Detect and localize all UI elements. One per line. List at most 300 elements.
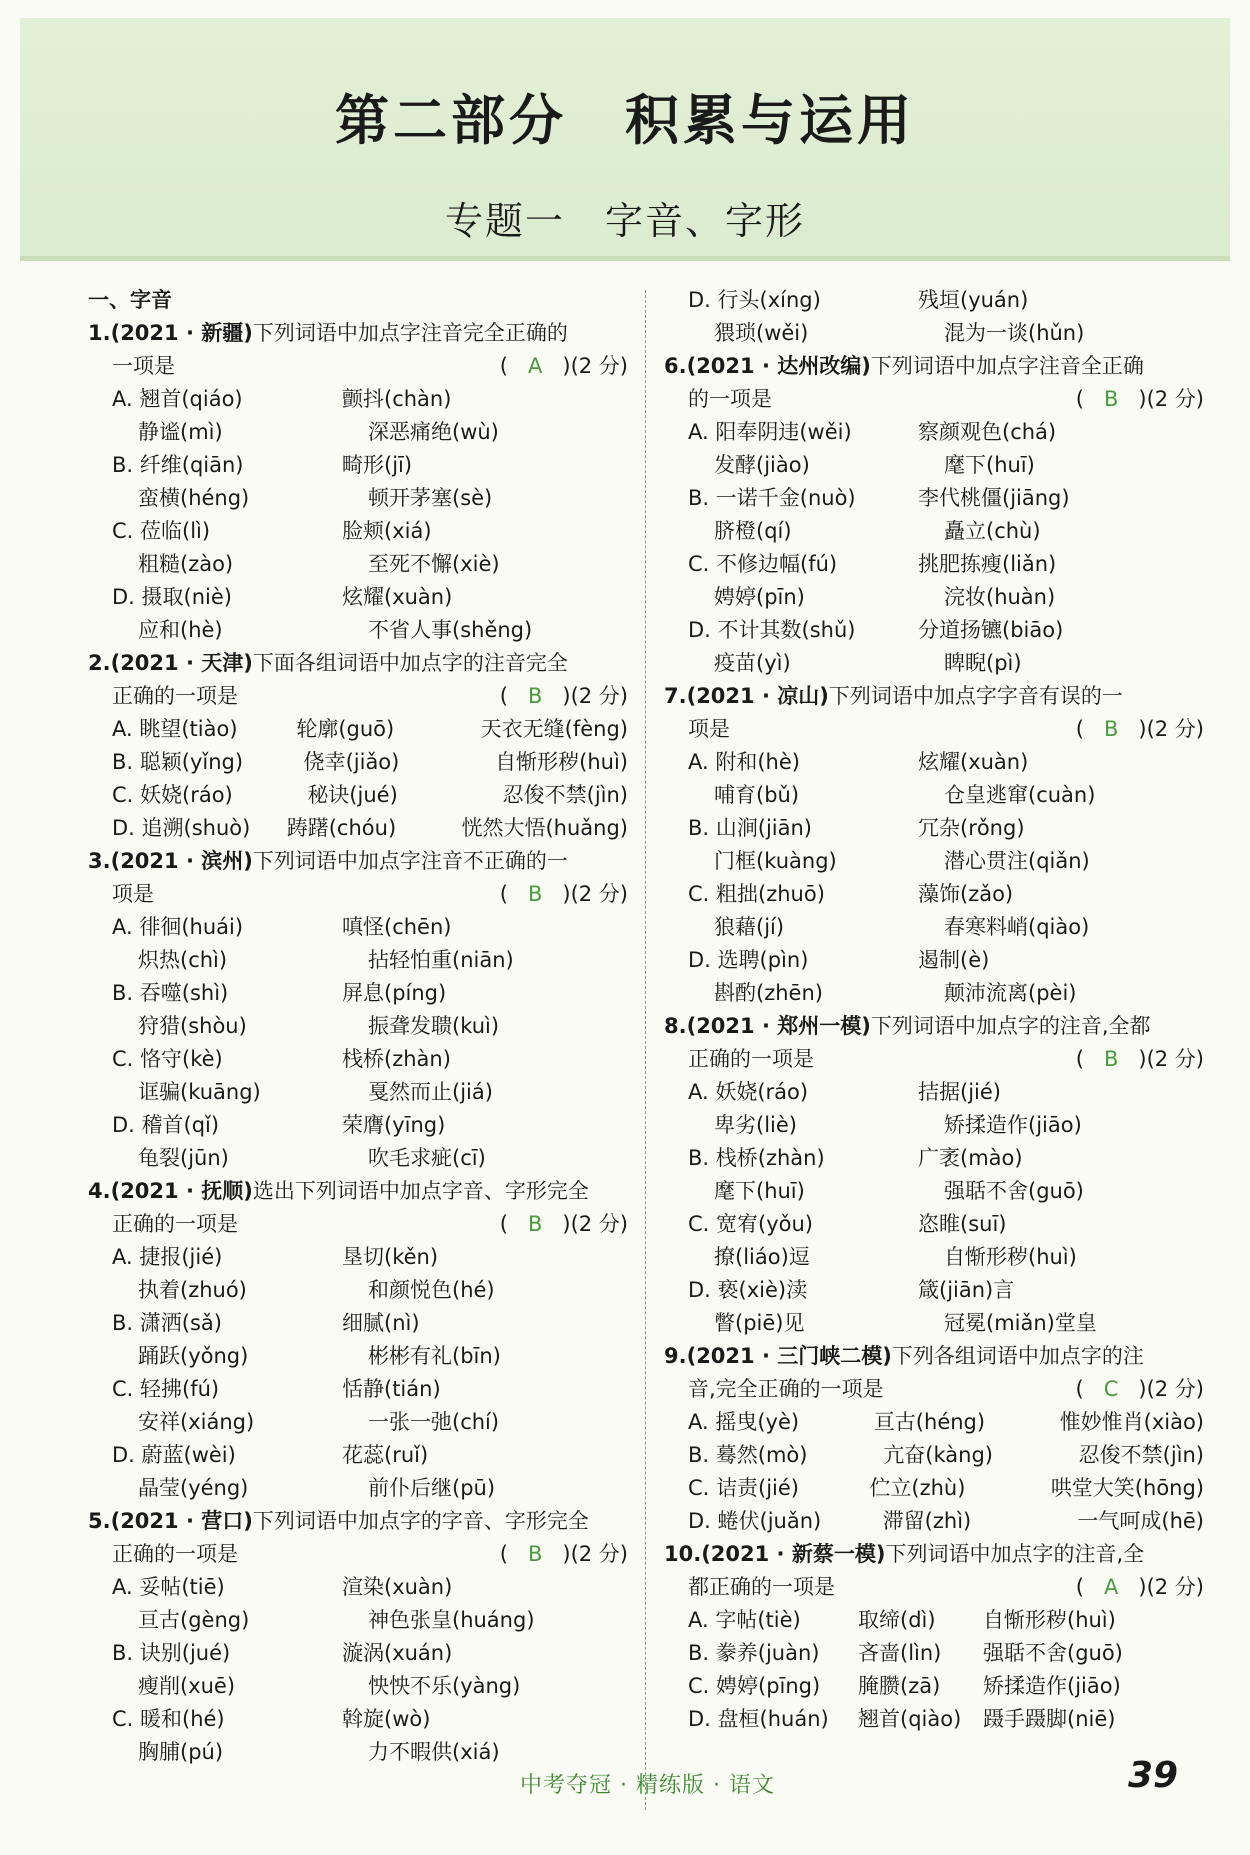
option-row <box>88 449 628 482</box>
option-word: 晶莹(yéng) <box>138 1476 249 1500</box>
option-word: 伫立(zhù) <box>869 1476 966 1500</box>
topic-title: 专题一 字音、字形 <box>444 199 805 243</box>
option-word: C. 宽宥(yǒu) <box>688 1212 813 1236</box>
option-word: 哄堂大笑(hōng) <box>1050 1476 1204 1500</box>
option-row <box>88 1142 628 1175</box>
option-word: 吹毛求疵(cī) <box>368 1146 486 1170</box>
question-text: 下列词语中加点字的字音、字形完全 <box>252 1509 589 1533</box>
option-word: B. 诀别(jué) <box>112 1641 231 1665</box>
option-word: B. 潇洒(sǎ) <box>112 1311 222 1335</box>
question-number: 3. <box>88 849 111 873</box>
option-word: D. 追溯(shuò) <box>112 816 251 840</box>
option-word: 振聋发聩(kuì) <box>368 1014 500 1038</box>
option-word: 自惭形秽(huì) <box>983 1608 1116 1632</box>
option-word: 垦切(kěn) <box>342 1245 439 1269</box>
option-word: 忍俊不禁(jìn) <box>1078 1443 1204 1467</box>
option-word: C. 莅临(lì) <box>112 519 211 543</box>
answer-score: ( B )(2 分) <box>499 684 628 708</box>
option-row <box>88 1274 628 1307</box>
question-number: 5. <box>88 1509 111 1533</box>
question-stem <box>664 1340 1204 1373</box>
answer-letter: A <box>528 354 543 378</box>
score-text: )(2 分) <box>1138 1575 1204 1599</box>
option-word: D. 盘桓(huán) <box>688 1707 829 1731</box>
option-word: 轮廓(guō) <box>296 717 395 741</box>
question-stem <box>88 317 628 350</box>
option-row <box>88 1604 628 1637</box>
answer-score: ( B )(2 分) <box>499 882 628 906</box>
question-source: (2021 · 营口) <box>110 1509 253 1533</box>
option-word: A. 字帖(tiè) <box>688 1608 801 1632</box>
question-source: (2021 · 滨州) <box>110 849 253 873</box>
option-word: 撩(liáo)逗 <box>714 1245 810 1269</box>
option-word: 娉婷(pīn) <box>714 585 805 609</box>
option-row <box>664 1109 1204 1142</box>
score-text: )(2 分) <box>562 1542 628 1566</box>
question-text: 一项是 <box>112 354 175 378</box>
option-word: 自惭形秽(huì) <box>495 750 628 774</box>
option-word: 箴(jiān)言 <box>918 1278 1015 1302</box>
option-row <box>664 1076 1204 1109</box>
option-word: 春寒料峭(qiào) <box>944 915 1090 939</box>
question-text: 都正确的一项是 <box>688 1575 835 1599</box>
option-word: 亘古(héng) <box>873 1410 986 1434</box>
answer-letter: B <box>527 684 543 708</box>
option-row <box>88 614 628 647</box>
option-word: 矫揉造作(jiāo) <box>983 1674 1121 1698</box>
answer-letter: B <box>1103 717 1119 741</box>
option-word: 麾下(huī) <box>714 1179 805 1203</box>
question-stem <box>664 1010 1204 1043</box>
option-word: D. 蔚蓝(wèi) <box>112 1443 236 1467</box>
option-row <box>664 482 1204 515</box>
option-row <box>88 1670 628 1703</box>
footer-text: 中考夺冠 · 精练版 · 语文 <box>520 1773 775 1798</box>
option-row <box>88 581 628 614</box>
answer-score: ( B )(2 分) <box>1075 387 1204 411</box>
option-row <box>88 416 628 449</box>
option-row <box>88 1076 628 1109</box>
answer-letter: B <box>527 882 543 906</box>
option-row <box>88 515 628 548</box>
option-row <box>664 449 1204 482</box>
question-stem-cont <box>88 680 628 713</box>
option-word: 浣妆(huàn) <box>944 585 1056 609</box>
option-row <box>88 812 628 845</box>
option-word: 颤抖(chàn) <box>342 387 452 411</box>
option-word: 侥幸(jiǎo) <box>303 750 400 774</box>
option-word: A. 阳奉阴违(wěi) <box>688 420 852 444</box>
option-word: 顿开茅塞(sè) <box>368 486 493 510</box>
left-column <box>88 284 628 1769</box>
option-word: 秘诀(jué) <box>307 783 398 807</box>
option-word: D. 摄取(niè) <box>112 585 232 609</box>
option-word: 残垣(yuán) <box>918 288 1029 312</box>
option-word: C. 妖娆(ráo) <box>112 783 233 807</box>
part-title: 第二部分 积累与运用 <box>335 89 915 152</box>
option-word: 炽热(chì) <box>138 948 228 972</box>
option-word: D. 行头(xíng) <box>688 288 821 312</box>
option-row <box>664 581 1204 614</box>
question-stem <box>88 1505 628 1538</box>
option-row <box>88 713 628 746</box>
answer-score: ( B )(2 分) <box>1075 1047 1204 1071</box>
option-row <box>664 284 1204 317</box>
score-text: )(2 分) <box>562 354 628 378</box>
option-word: 漩涡(xuán) <box>342 1641 453 1665</box>
option-word: B. 豢养(juàn) <box>688 1641 820 1665</box>
question-stem <box>664 1538 1204 1571</box>
question-text: 正确的一项是 <box>112 684 238 708</box>
option-row <box>664 1208 1204 1241</box>
question-text: 音,完全正确的一项是 <box>688 1377 884 1401</box>
option-word: 一气呵成(hē) <box>1077 1509 1204 1533</box>
question-source: (2021 · 新疆) <box>110 321 253 345</box>
option-word: 脸颊(xiá) <box>342 519 432 543</box>
option-word: 深恶痛绝(wù) <box>368 420 499 444</box>
option-row <box>664 1406 1204 1439</box>
option-word: 狼藉(jí) <box>714 915 785 939</box>
option-word: D. 选聘(pìn) <box>688 948 809 972</box>
option-row <box>88 1703 628 1736</box>
question-number: 8. <box>664 1014 687 1038</box>
option-word: C. 恪守(kè) <box>112 1047 223 1071</box>
option-word: A. 眺望(tiào) <box>112 717 238 741</box>
option-word: 踊跃(yǒng) <box>138 1344 249 1368</box>
question-source: (2021 · 郑州一模) <box>686 1014 871 1038</box>
option-word: 安祥(xiáng) <box>138 1410 255 1434</box>
question-text: 项是 <box>688 717 730 741</box>
option-word: 拈轻怕重(niān) <box>368 948 514 972</box>
question-text: 选出下列词语中加点字音、字形完全 <box>252 1179 589 1203</box>
option-row <box>88 746 628 779</box>
question-stem-cont <box>88 878 628 911</box>
option-word: 滞留(zhì) <box>882 1509 972 1533</box>
question-text: 下列词语中加点字注音全正确 <box>870 354 1144 378</box>
option-row <box>664 1307 1204 1340</box>
option-word: 执着(zhuó) <box>138 1278 247 1302</box>
option-word: C. 诘责(jié) <box>688 1476 799 1500</box>
question-stem-cont <box>664 383 1204 416</box>
question-number: 7. <box>664 684 687 708</box>
option-word: 猥琐(wěi) <box>714 321 809 345</box>
option-word: 前仆后继(pū) <box>368 1476 496 1500</box>
option-word: 取缔(dì) <box>858 1608 936 1632</box>
question-text: 项是 <box>112 882 154 906</box>
option-row <box>664 548 1204 581</box>
option-row <box>664 416 1204 449</box>
option-word: 李代桃僵(jiāng) <box>918 486 1070 510</box>
option-word: D. 亵(xiè)渎 <box>688 1278 808 1302</box>
option-row <box>88 1637 628 1670</box>
option-word: 恣睢(suī) <box>918 1212 1007 1236</box>
answer-score: ( A )(2 分) <box>1075 1575 1204 1599</box>
option-word: C. 轻拂(fú) <box>112 1377 220 1401</box>
option-word: C. 不修边幅(fú) <box>688 552 838 576</box>
question-stem <box>88 1175 628 1208</box>
option-word: 强聒不舍(guō) <box>944 1179 1084 1203</box>
option-row <box>88 1340 628 1373</box>
option-word: 疫苗(yì) <box>714 651 791 675</box>
option-word: 藻饰(zǎo) <box>918 882 1014 906</box>
option-word: 怏怏不乐(yàng) <box>368 1674 521 1698</box>
answer-letter: B <box>527 1542 543 1566</box>
option-word: 潜心贯注(qiǎn) <box>944 849 1090 873</box>
option-row <box>88 548 628 581</box>
option-word: 强聒不舍(guō) <box>983 1641 1123 1665</box>
option-row <box>664 845 1204 878</box>
option-row <box>664 1274 1204 1307</box>
question-number: 9. <box>664 1344 687 1368</box>
option-word: 广袤(mào) <box>918 1146 1023 1170</box>
option-word: 力不暇供(xiá) <box>368 1740 500 1764</box>
page-number: 39 <box>1128 1755 1179 1796</box>
question-stem-cont <box>88 1208 628 1241</box>
option-row <box>88 1307 628 1340</box>
question-number: 4. <box>88 1179 111 1203</box>
option-row <box>664 1703 1204 1736</box>
option-word: 戛然而止(jiá) <box>368 1080 493 1104</box>
option-row <box>664 779 1204 812</box>
option-row <box>664 911 1204 944</box>
option-row <box>664 1637 1204 1670</box>
option-word: A. 附和(hè) <box>688 750 800 774</box>
option-word: 颠沛流离(pèi) <box>944 981 1077 1005</box>
option-word: B. 聪颖(yǐng) <box>112 750 244 774</box>
answer-letter: A <box>1104 1575 1119 1599</box>
option-word: B. 纤维(qiān) <box>112 453 244 477</box>
option-row <box>88 1472 628 1505</box>
option-word: 天衣无缝(fèng) <box>480 717 628 741</box>
option-word: 分道扬镳(biāo) <box>918 618 1064 642</box>
option-word: D. 不计其数(shǔ) <box>688 618 856 642</box>
option-row <box>664 647 1204 680</box>
option-word: 吝啬(lìn) <box>858 1641 942 1665</box>
section-heading: 一、字音 <box>88 288 172 312</box>
answer-score: ( A )(2 分) <box>499 354 628 378</box>
option-word: 诓骗(kuāng) <box>138 1080 261 1104</box>
option-word: 瞥(piē)见 <box>714 1311 805 1335</box>
option-word: 矗立(chù) <box>944 519 1041 543</box>
question-text: 下列各组词语中加点字的注 <box>891 1344 1144 1368</box>
option-word: 麾下(huī) <box>944 453 1035 477</box>
option-word: 炫耀(xuàn) <box>918 750 1029 774</box>
question-number: 1. <box>88 321 111 345</box>
option-row <box>664 1241 1204 1274</box>
option-word: A. 妥帖(tiē) <box>112 1575 225 1599</box>
option-word: 彬彬有礼(bīn) <box>368 1344 501 1368</box>
score-text: )(2 分) <box>562 882 628 906</box>
option-word: 亢奋(kàng) <box>883 1443 993 1467</box>
option-row <box>664 977 1204 1010</box>
question-stem <box>88 845 628 878</box>
option-word: 惟妙惟肖(xiào) <box>1059 1410 1204 1434</box>
option-row <box>664 1472 1204 1505</box>
answer-letter: B <box>1103 387 1119 411</box>
option-word: 腌臜(zā) <box>858 1674 941 1698</box>
option-word: 应和(hè) <box>138 618 223 642</box>
option-row <box>88 977 628 1010</box>
answer-score: ( C )(2 分) <box>1075 1377 1204 1401</box>
question-number: 2. <box>88 651 111 675</box>
option-word: 恍然大悟(huǎng) <box>461 816 628 840</box>
option-word: C. 暖和(hé) <box>112 1707 225 1731</box>
score-text: )(2 分) <box>1138 387 1204 411</box>
option-row <box>88 1109 628 1142</box>
option-word: 哺育(bǔ) <box>714 783 800 807</box>
option-word: 遏制(è) <box>918 948 990 972</box>
option-word: 仓皇逃窜(cuàn) <box>944 783 1096 807</box>
question-text: 下列词语中加点字的注音,全都 <box>870 1014 1151 1038</box>
question-number: 10. <box>664 1542 702 1566</box>
question-source: (2021 · 天津) <box>110 651 253 675</box>
option-word: 自惭形秽(huì) <box>944 1245 1077 1269</box>
question-text: 正确的一项是 <box>688 1047 814 1071</box>
question-source: (2021 · 达州改编) <box>686 354 871 378</box>
option-row <box>88 1406 628 1439</box>
option-word: A. 徘徊(huái) <box>112 915 244 939</box>
right-column <box>664 284 1204 1736</box>
option-row <box>88 944 628 977</box>
column-divider <box>645 290 646 1810</box>
question-stem <box>88 647 628 680</box>
question-stem-cont <box>664 1571 1204 1604</box>
question-text: 下列词语中加点字的注音,全 <box>885 1542 1145 1566</box>
option-word: C. 粗拙(zhuō) <box>688 882 825 906</box>
question-stem-cont <box>88 1538 628 1571</box>
option-word: 一张一弛(chí) <box>368 1410 500 1434</box>
option-row <box>664 812 1204 845</box>
question-stem <box>664 680 1204 713</box>
option-word: 蛮横(héng) <box>138 486 250 510</box>
option-row <box>88 1010 628 1043</box>
option-row <box>88 1571 628 1604</box>
option-word: 冗杂(rǒng) <box>918 816 1025 840</box>
option-word: 脐橙(qí) <box>714 519 792 543</box>
option-word: A. 妖娆(ráo) <box>688 1080 809 1104</box>
option-row <box>664 878 1204 911</box>
option-word: 畸形(jī) <box>342 453 413 477</box>
question-text: 下列词语中加点字字音有误的一 <box>828 684 1123 708</box>
option-word: 发酵(jiào) <box>714 453 810 477</box>
question-stem-cont <box>664 1373 1204 1406</box>
option-word: 渲染(xuàn) <box>342 1575 453 1599</box>
option-row <box>664 614 1204 647</box>
option-row <box>88 1241 628 1274</box>
option-word: 和颜悦色(hé) <box>368 1278 495 1302</box>
option-word: 荣膺(yīng) <box>342 1113 446 1137</box>
option-word: 斟酌(zhēn) <box>714 981 823 1005</box>
answer-score: ( B )(2 分) <box>499 1212 628 1236</box>
option-word: B. 一诺千金(nuò) <box>688 486 856 510</box>
option-word: 门框(kuàng) <box>714 849 837 873</box>
option-word: 翘首(qiào) <box>858 1707 962 1731</box>
option-row <box>664 1142 1204 1175</box>
option-word: 细腻(nì) <box>342 1311 420 1335</box>
option-word: 忍俊不禁(jìn) <box>502 783 628 807</box>
option-row <box>88 1439 628 1472</box>
option-word: D. 稽首(qǐ) <box>112 1113 220 1137</box>
question-stem <box>664 350 1204 383</box>
option-word: 拮据(jié) <box>918 1080 1001 1104</box>
option-word: C. 娉婷(pīng) <box>688 1674 821 1698</box>
question-text: 正确的一项是 <box>112 1542 238 1566</box>
option-row <box>664 1670 1204 1703</box>
option-word: 炫耀(xuàn) <box>342 585 453 609</box>
option-word: A. 捷报(jié) <box>112 1245 223 1269</box>
option-row <box>664 746 1204 779</box>
question-stem-cont <box>664 713 1204 746</box>
option-word: 静谧(mì) <box>138 420 223 444</box>
option-word: 亘古(gèng) <box>138 1608 250 1632</box>
question-text: 下面各组词语中加点字的注音完全 <box>252 651 568 675</box>
answer-letter: B <box>527 1212 543 1236</box>
option-word: 粗糙(zào) <box>138 552 234 576</box>
option-word: 神色张皇(huáng) <box>368 1608 535 1632</box>
option-row <box>664 1505 1204 1538</box>
option-row <box>664 1604 1204 1637</box>
option-row <box>664 515 1204 548</box>
option-word: 不省人事(shěng) <box>368 618 533 642</box>
option-word: 狩猎(shòu) <box>138 1014 247 1038</box>
option-row <box>664 944 1204 977</box>
option-word: A. 摇曳(yè) <box>688 1410 800 1434</box>
answer-score: ( B )(2 分) <box>1075 717 1204 741</box>
question-source: (2021 · 凉山) <box>686 684 829 708</box>
question-text: 正确的一项是 <box>112 1212 238 1236</box>
answer-letter: B <box>1103 1047 1119 1071</box>
option-word: 蹑手蹑脚(niē) <box>983 1707 1116 1731</box>
option-word: A. 翘首(qiáo) <box>112 387 243 411</box>
option-word: 混为一谈(hǔn) <box>944 321 1085 345</box>
option-word: 瘦削(xuē) <box>138 1674 236 1698</box>
option-row <box>664 317 1204 350</box>
option-word: 卑劣(liè) <box>714 1113 797 1137</box>
option-word: 恬静(tián) <box>342 1377 441 1401</box>
score-text: )(2 分) <box>1138 1047 1204 1071</box>
question-stem-cont <box>664 1043 1204 1076</box>
option-row <box>664 1175 1204 1208</box>
option-row <box>664 1439 1204 1472</box>
option-word: 花蕊(ruǐ) <box>342 1443 429 1467</box>
question-stem-cont <box>88 350 628 383</box>
score-text: )(2 分) <box>562 1212 628 1236</box>
option-word: B. 蓦然(mò) <box>688 1443 808 1467</box>
option-word: 嗔怪(chēn) <box>342 915 452 939</box>
answer-letter: C <box>1103 1377 1119 1401</box>
option-word: D. 蜷伏(juǎn) <box>688 1509 822 1533</box>
score-text: )(2 分) <box>1138 1377 1204 1401</box>
option-row <box>88 383 628 416</box>
option-word: 龟裂(jūn) <box>138 1146 229 1170</box>
option-word: 胸脯(pú) <box>138 1740 224 1764</box>
option-word: 栈桥(zhàn) <box>342 1047 451 1071</box>
option-row <box>88 1736 628 1769</box>
option-word: 察颜观色(chá) <box>918 420 1057 444</box>
title-banner <box>20 18 1230 261</box>
option-word: 矫揉造作(jiāo) <box>944 1113 1082 1137</box>
question-source: (2021 · 抚顺) <box>110 1179 253 1203</box>
option-word: 踌躇(chóu) <box>286 816 397 840</box>
option-row <box>88 482 628 515</box>
option-word: 斡旋(wò) <box>342 1707 431 1731</box>
score-text: )(2 分) <box>562 684 628 708</box>
option-word: 挑肥拣瘦(liǎn) <box>918 552 1057 576</box>
score-text: )(2 分) <box>1138 717 1204 741</box>
option-row <box>88 779 628 812</box>
option-row <box>88 911 628 944</box>
option-word: 屏息(píng) <box>342 981 447 1005</box>
